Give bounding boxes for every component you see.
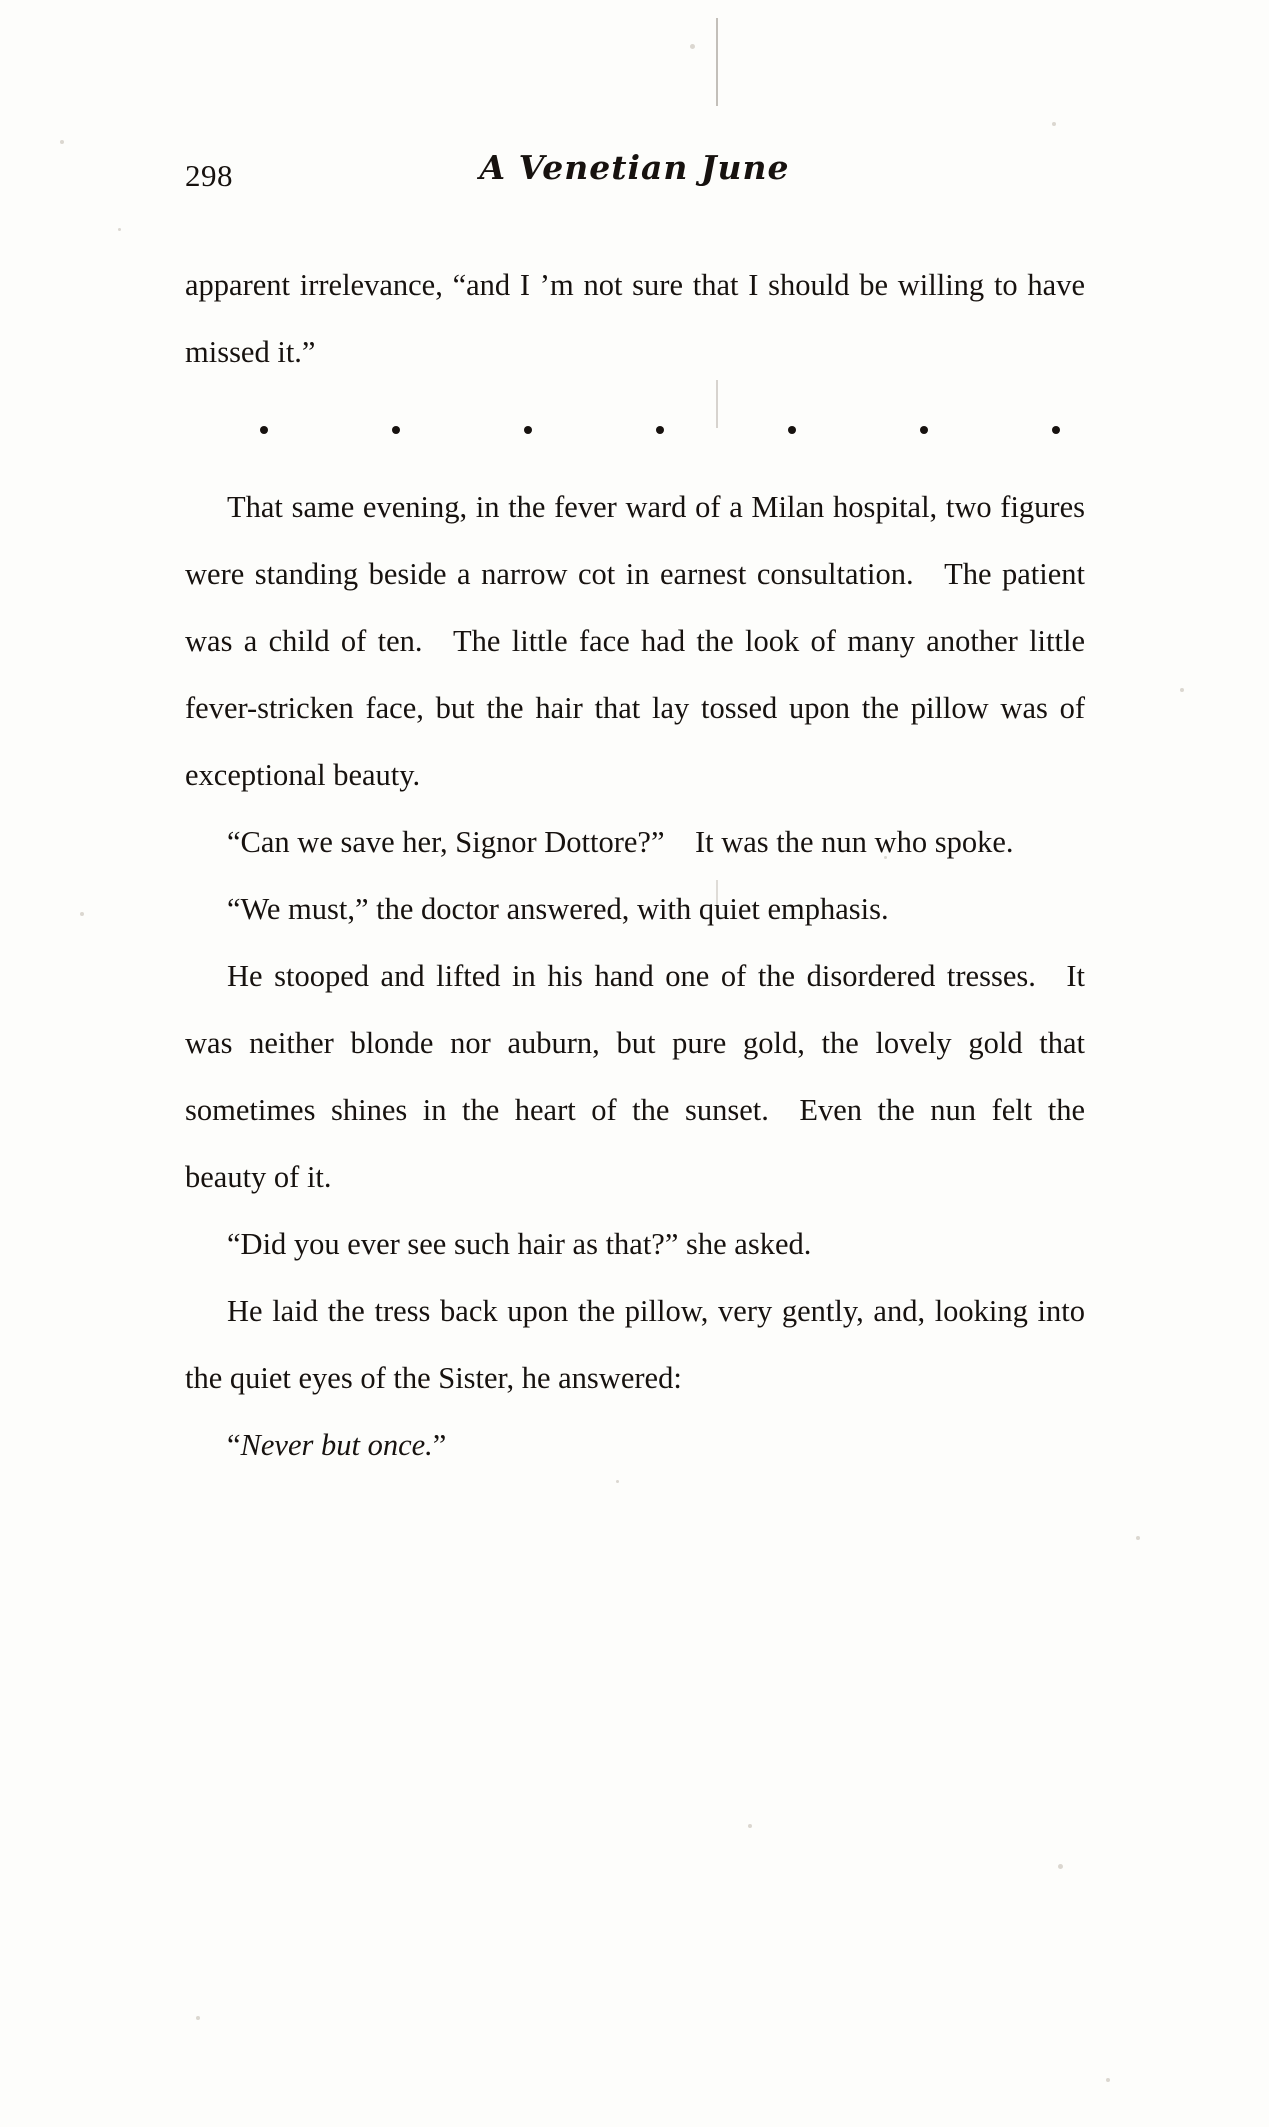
divider-dot: [524, 426, 532, 434]
paragraph: He laid the tress back upon the pillow, very gently, and, looking into the quiet eyes of the Sister, he answered:: [185, 1294, 1085, 1395]
scan-speck: [1058, 1864, 1063, 1869]
running-title: A Venetian June: [479, 148, 790, 187]
scan-speck: [1052, 122, 1056, 126]
dot-divider: [260, 410, 1060, 450]
paragraph-closing: [185, 1412, 1085, 1479]
divider-dot: [920, 426, 928, 434]
divider-dot: [788, 426, 796, 434]
divider-dot: [392, 426, 400, 434]
quote-open: “: [227, 1428, 241, 1462]
closing-line-italic: Never but once.: [240, 1428, 433, 1462]
scan-speck: [1136, 1536, 1140, 1540]
divider-dot: [1052, 426, 1060, 434]
scan-speck: [80, 912, 84, 916]
scan-speck: [196, 2016, 200, 2020]
body-text: [185, 252, 1085, 1479]
divider-dot: [260, 426, 268, 434]
quote-close: ”: [432, 1428, 447, 1462]
paragraph: That same evening, in the fever ward of a Milan hospital, two figures were standing beside a narrow cot in earnest consultation. The patient was a child of ten. The little face had the look of many another little fever-stricken face, but the hair that lay tossed upon the pillow was of exceptional beauty.: [185, 490, 1085, 792]
scan-speck: [616, 1480, 619, 1483]
paragraph: “We must,” the doctor answered, with quiet emphasis.: [227, 892, 889, 926]
page-number: 298: [185, 158, 233, 193]
paragraph: He stooped and lifted in his hand one of the disordered tresses. It was neither blonde nor auburn, but pure gold, the lovely gold that sometimes shines in the heart of the sunset. Even the nun felt the beauty of it.: [185, 959, 1085, 1194]
scan-speck: [60, 140, 64, 144]
scan-speck: [1180, 688, 1184, 692]
paragraph: apparent irrelevance, “and I ’m not sure that I should be willing to have missed it.”: [185, 268, 1085, 369]
scan-speck: [690, 44, 695, 49]
scan-speck: [748, 1824, 752, 1828]
scan-speck: [1106, 2078, 1110, 2082]
scan-speck: [118, 228, 121, 231]
paragraph: “Can we save her, Signor Dottore?” It was the nun who spoke.: [227, 825, 1014, 859]
scan-artifact-line: [716, 18, 718, 106]
page-header: [185, 148, 1084, 200]
paragraph: “Did you ever see such hair as that?” she asked.: [227, 1227, 812, 1261]
divider-dot: [656, 426, 664, 434]
